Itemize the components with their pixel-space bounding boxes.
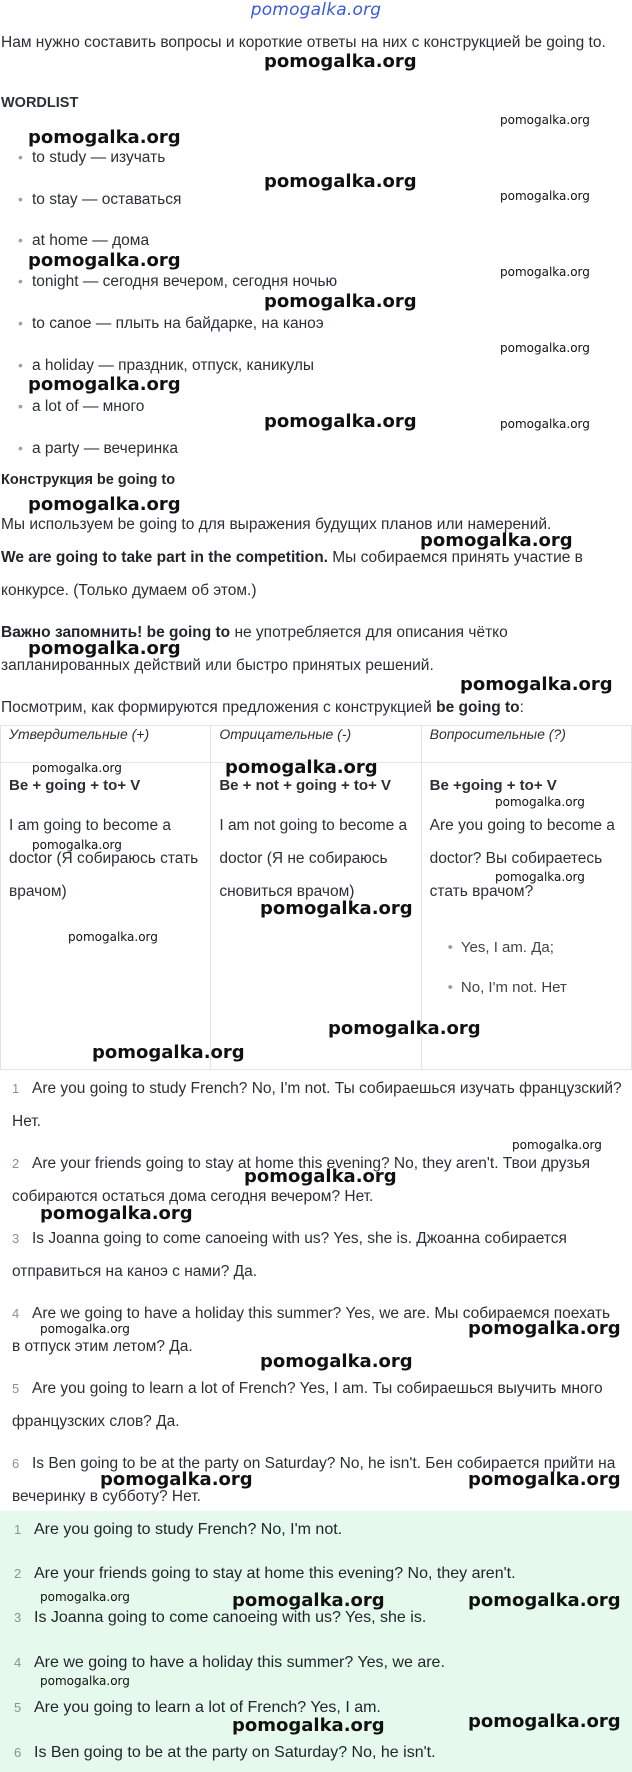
watermark: pomogalka.org: [260, 1351, 413, 1372]
watermark: pomogalka.org: [225, 757, 378, 778]
bullet-icon: •: [18, 191, 23, 207]
watermark: pomogalka.org: [460, 674, 613, 695]
table-intro: Посмотрим, как формируются предложения с конструкцией be going to:: [1, 699, 524, 716]
interrogative-example: Are you going to become a doctor? Вы собираетесь стать врачом?: [429, 817, 615, 900]
short-replies: [448, 928, 623, 1008]
construction-heading: Конструкция be going to: [1, 472, 176, 488]
exercise-item: 2 Are your friends going to stay at home this evening? No, they aren't. Твои друзья собираются остаться дома сегодня вечером? Нет.: [12, 1147, 622, 1213]
answer-item: 5 Are you going to learn a lot of French? Yes, I am.: [14, 1693, 624, 1723]
answer-number: 5: [14, 1700, 22, 1715]
watermark: pomogalka.org: [468, 1318, 621, 1339]
answer-item: 2 Are your friends going to stay at home this evening? No, they aren't.: [14, 1559, 624, 1589]
affirmative-example: I am going to become a doctor (Я собираюсь стать врачом): [9, 817, 199, 900]
wordlist-item: • a holiday — праздник, отпуск, каникулы: [18, 350, 314, 380]
watermark: pomogalka.org: [500, 417, 590, 431]
watermark: pomogalka.org: [28, 494, 181, 515]
watermark: pomogalka.org: [264, 171, 417, 192]
wordlist-item: • tonight — сегодня вечером, сегодня ночью: [18, 266, 337, 296]
watermark: pomogalka.org: [32, 761, 122, 775]
watermark: pomogalka.org: [40, 1322, 130, 1336]
note-label: Важно запомнить! be going to: [1, 624, 231, 641]
exercise-item: 1 Are you going to study French? No, I'm not. Ты собираешься изучать французский? Нет.: [12, 1072, 622, 1138]
exercise-number: 3: [12, 1231, 20, 1246]
bullet-icon: •: [18, 273, 23, 289]
wordlist-item: • to stay — оставаться: [18, 184, 181, 214]
negative-formula: Be + not + going + to+ V: [219, 777, 392, 794]
site-logo[interactable]: pomogalka.org: [250, 0, 382, 20]
watermark: pomogalka.org: [100, 1469, 253, 1490]
exercise-item: 4 Are we going to have a holiday this summer? Yes, we are. Мы собираемся поехать в отпуск этим летом? Да.: [12, 1297, 622, 1363]
exercise-number: 2: [12, 1156, 20, 1171]
answer-number: 4: [14, 1655, 22, 1670]
answer-item: 1 Are you going to study French? No, I'm not.: [14, 1515, 624, 1545]
answer-number: 6: [14, 1745, 22, 1760]
watermark: pomogalka.org: [40, 1590, 130, 1604]
exercise-item: 6 Is Ben going to be at the party on Saturday? No, he isn't. Бен собирается прийти на вечеринку в субботу? Нет.: [12, 1447, 622, 1513]
watermark: pomogalka.org: [500, 189, 590, 203]
intro-text: Нам нужно составить вопросы и короткие ответы на них с конструкцией be going to.: [1, 34, 606, 51]
wordlist-item: • to canoe — плыть на байдарке, на каноэ: [18, 308, 324, 338]
affirmative-formula: Be + going + to+ V: [9, 777, 141, 794]
watermark: pomogalka.org: [512, 1138, 602, 1152]
watermark: pomogalka.org: [32, 838, 122, 852]
watermark: pomogalka.org: [28, 127, 181, 148]
answer-item: 4 Are we going to have a holiday this summer? Yes, we are.: [14, 1648, 624, 1678]
exercise-number: 6: [12, 1456, 20, 1471]
watermark: pomogalka.org: [232, 1715, 385, 1736]
watermark: pomogalka.org: [264, 51, 417, 72]
bullet-icon: •: [18, 315, 23, 331]
watermark: pomogalka.org: [500, 113, 590, 127]
header-affirmative: Утвердительные (+): [1, 726, 211, 763]
answer-item: 6 Is Ben going to be at the party on Saturday? No, he isn't.: [14, 1738, 624, 1768]
wordlist-item: • a party — вечеринка: [18, 433, 178, 463]
bullet-icon: •: [18, 398, 23, 414]
watermark: pomogalka.org: [328, 1018, 481, 1039]
bullet-icon: •: [18, 232, 23, 248]
watermark: pomogalka.org: [500, 265, 590, 279]
answer-number: 3: [14, 1610, 22, 1625]
answer-number: 1: [14, 1522, 22, 1537]
negative-example: I am not going to become a doctor (Я не собираюсь сновиться врачом): [219, 817, 408, 900]
watermark: pomogalka.org: [468, 1711, 621, 1732]
reply-item: • No, I'm not. Нет: [448, 968, 623, 1008]
construction-description: Мы используем be going to для выражения будущих планов или намерений.: [1, 516, 552, 533]
bullet-icon: •: [18, 440, 23, 456]
watermark: pomogalka.org: [68, 930, 158, 944]
answer-item: 3 Is Joanna going to come canoeing with us? Yes, she is.: [14, 1603, 624, 1633]
affirmative-cell: [1, 763, 211, 1070]
exercise-number: 1: [12, 1081, 20, 1096]
exercise-number: 4: [12, 1306, 20, 1321]
bullet-icon: •: [18, 149, 23, 165]
interrogative-formula: Be +going + to+ V: [429, 777, 557, 794]
wordlist-heading: WORDLIST: [1, 95, 79, 111]
watermark: pomogalka.org: [40, 1674, 130, 1688]
wordlist-item: • to study — изучать: [18, 142, 165, 172]
wordlist-item: • a lot of — много: [18, 391, 144, 421]
watermark: pomogalka.org: [28, 374, 181, 395]
wordlist-item: • at home — дома: [18, 225, 149, 255]
exercise-item: 3 Is Joanna going to come canoeing with us? Yes, she is. Джоанна собирается отправиться на каноэ с нами? Да.: [12, 1222, 622, 1288]
exercise-item: 5 Are you going to learn a lot of French? Yes, I am. Ты собираешься выучить много французских слов? Да.: [12, 1372, 622, 1438]
watermark: pomogalka.org: [40, 1203, 193, 1224]
watermark: pomogalka.org: [420, 530, 573, 551]
watermark: pomogalka.org: [264, 291, 417, 312]
watermark: pomogalka.org: [260, 898, 413, 919]
watermark: pomogalka.org: [500, 341, 590, 355]
watermark: pomogalka.org: [28, 638, 181, 659]
note-text: не употребляется для описания чётко запланированных действий или быстро принятых решений.: [1, 624, 508, 674]
example-english: We are going to take part in the competition.: [1, 549, 328, 566]
watermark: pomogalka.org: [264, 411, 417, 432]
watermark: pomogalka.org: [468, 1469, 621, 1490]
bullet-icon: •: [18, 357, 23, 373]
answer-number: 2: [14, 1566, 22, 1581]
example-russian: Мы собираемся принять участие в конкурсе. (Только думаем об этом.): [1, 549, 583, 599]
header-negative: Отрицательные (-): [211, 726, 421, 763]
exercise-number: 5: [12, 1381, 20, 1396]
reply-item: • Yes, I am. Да;: [448, 928, 623, 968]
watermark: pomogalka.org: [495, 795, 585, 809]
watermark: pomogalka.org: [28, 250, 181, 271]
watermark: pomogalka.org: [232, 1590, 385, 1611]
watermark: pomogalka.org: [244, 1166, 397, 1187]
watermark: pomogalka.org: [468, 1590, 621, 1611]
watermark: pomogalka.org: [92, 1042, 245, 1063]
watermark: pomogalka.org: [495, 870, 585, 884]
header-interrogative: Вопросительные (?): [421, 726, 631, 763]
